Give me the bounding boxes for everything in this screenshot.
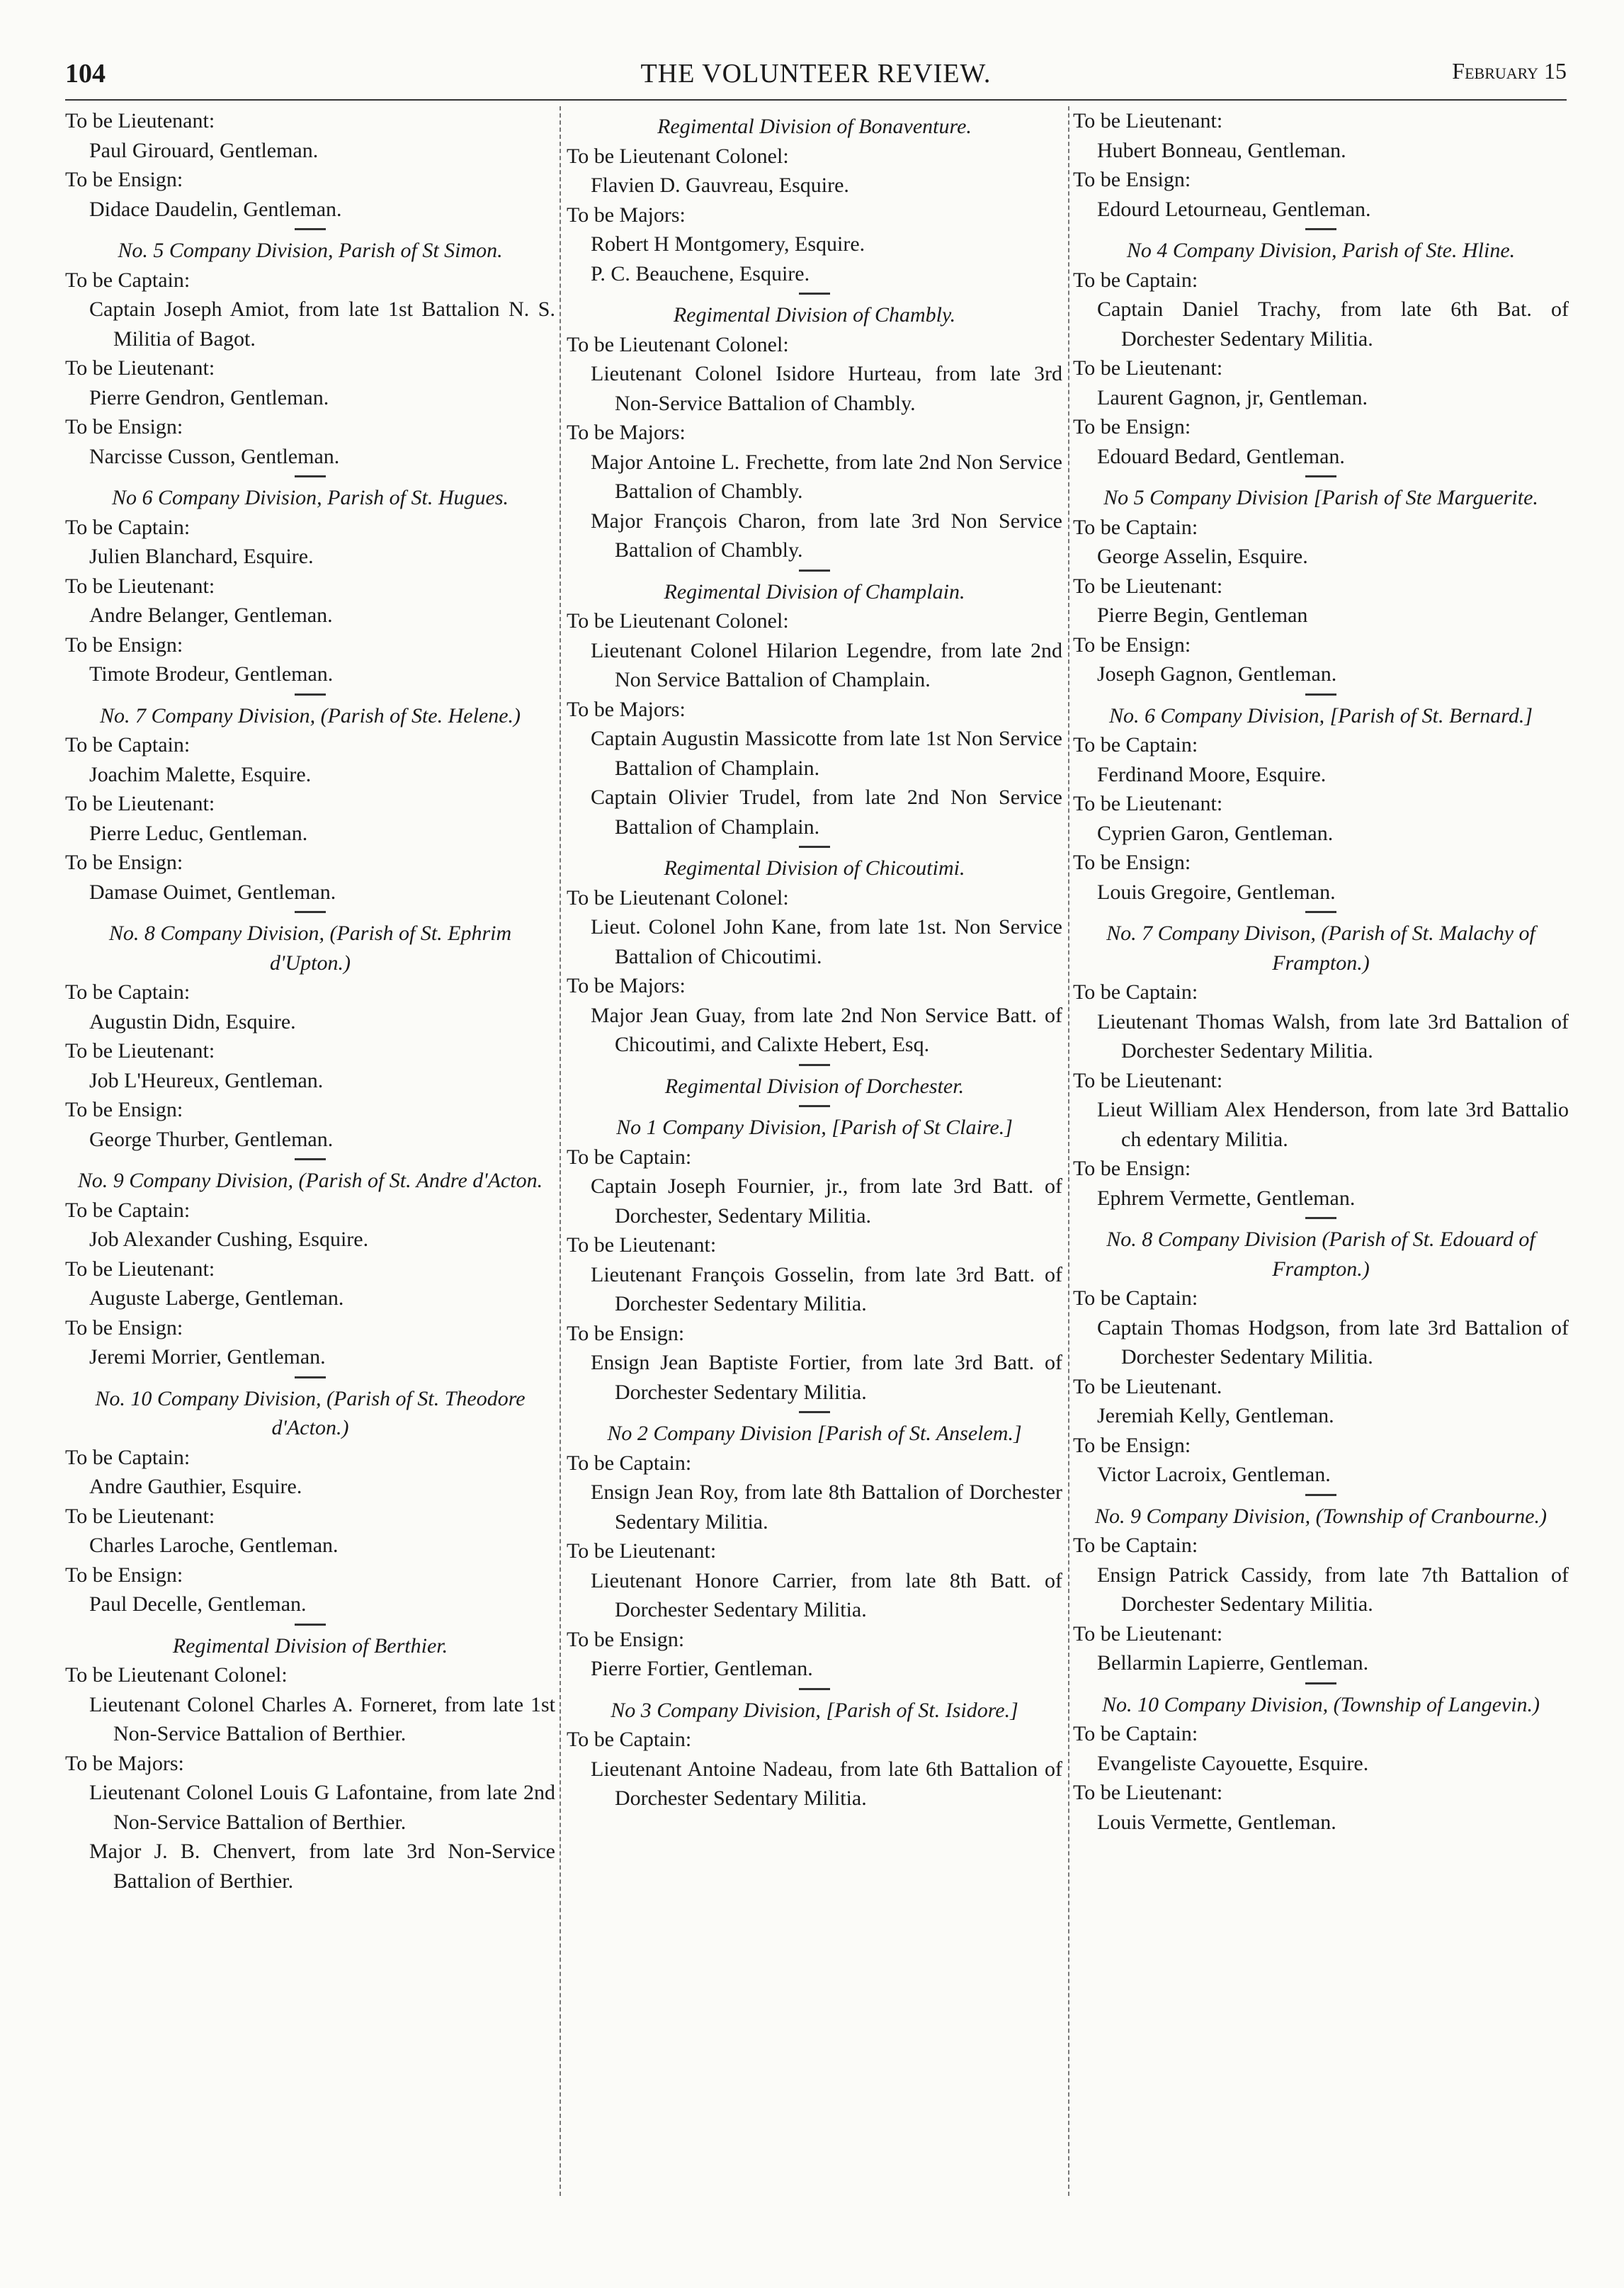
appointee-entry: Lieut William Alex Henderson, from late 3rd Battalio ch edentary Militia.: [1097, 1098, 1569, 1151]
section-separator: [295, 1376, 326, 1378]
appointee-entry: Damase Ouimet, Gentleman.: [89, 880, 336, 904]
division-heading: No 4 Company Division, Parish of Ste. Hline.: [1126, 239, 1516, 262]
appointee-entry: Augustin Didn, Esquire.: [89, 1009, 296, 1033]
division-heading: No. 10 Company Division, (Township of Langevin.): [1101, 1692, 1540, 1716]
appointment-label: To be Captain:: [65, 980, 191, 1004]
section-separator: [1305, 228, 1336, 230]
appointee-entry: Charles Laroche, Gentleman.: [89, 1534, 339, 1557]
appointee-entry: Lieutenant Colonel Hilarion Legendre, from late 2nd Non Service Battalion of Champlain.: [591, 638, 1062, 691]
appointee-entry: Auguste Laberge, Gentleman.: [89, 1286, 344, 1310]
appointee-entry: Joachim Malette, Esquire.: [89, 762, 312, 786]
appointee-entry: Pierre Begin, Gentleman: [1097, 604, 1308, 627]
appointment-label: To be Majors:: [567, 697, 686, 721]
appointment-label: To be Lieutenant:: [65, 356, 215, 380]
appointee-entry: Major J. B. Chenvert, from late 3rd Non-Service Battalion of Berthier.: [89, 1840, 555, 1893]
appointee-entry: Narcisse Cusson, Gentleman.: [89, 444, 340, 468]
appointment-label: To be Captain:: [1073, 515, 1198, 539]
section-separator: [295, 1624, 326, 1626]
appointee-entry: George Thurber, Gentleman.: [89, 1127, 334, 1151]
appointee-entry: Lieutenant Thomas Walsh, from late 3rd Battalion of Dorchester Sedentary Militia.: [1097, 1009, 1569, 1063]
appointment-label: To be Captain:: [65, 268, 191, 292]
appointment-label: To be Lieutenant:: [65, 1039, 215, 1063]
appointee-entry: Job Alexander Cushing, Esquire.: [89, 1228, 369, 1251]
appointment-label: To be Captain:: [1073, 268, 1198, 292]
appointee-entry: Jeremiah Kelly, Gentleman.: [1097, 1404, 1334, 1427]
appointment-label: To be Ensign:: [1073, 633, 1191, 657]
appointee-entry: Evangeliste Cayouette, Esquire.: [1097, 1751, 1369, 1775]
division-heading: No. 8 Company Division (Parish of St. Edouard of Frampton.): [1106, 1228, 1535, 1281]
appointee-entry: Lieutenant Honore Carrier, from late 8th Batt. of Dorchester Sedentary Militia.: [591, 1568, 1062, 1621]
appointment-label: To be Ensign:: [1073, 1433, 1191, 1457]
division-heading: No. 7 Company Division, (Parish of Ste. Helene.): [99, 703, 521, 727]
appointee-entry: Pierre Leduc, Gentleman.: [89, 821, 308, 845]
appointee-entry: Didace Daudelin, Gentleman.: [89, 197, 342, 221]
section-separator: [1305, 475, 1336, 477]
appointee-entry: Ferdinand Moore, Esquire.: [1097, 762, 1327, 786]
appointee-entry: P. C. Beauchene, Esquire.: [591, 261, 810, 285]
appointment-label: To be Captain:: [1073, 1286, 1198, 1310]
division-heading: No. 10 Company Division, (Parish of St. Theodore d'Acton.): [95, 1386, 526, 1439]
appointee-entry: Julien Blanchard, Esquire.: [89, 545, 314, 568]
appointment-label: To be Lieutenant:: [65, 792, 215, 815]
section-separator: [1305, 1494, 1336, 1496]
appointment-label: To be Lieutenant:: [1073, 574, 1223, 598]
appointee-entry: Edourd Letourneau, Gentleman.: [1097, 197, 1371, 221]
section-separator: [799, 1105, 830, 1107]
appointee-entry: Paul Decelle, Gentleman.: [89, 1592, 307, 1616]
appointment-label: To be Lieutenant:: [1073, 356, 1223, 380]
appointee-entry: Captain Augustin Massicotte from late 1st Non Service Battalion of Champlain.: [591, 727, 1062, 780]
appointee-entry: Lieutenant Colonel Charles A. Forneret, from late 1st Non-Service Battalion of Berthier.: [89, 1692, 555, 1745]
division-heading: No 5 Company Division [Parish of Ste Marguerite.: [1103, 486, 1538, 509]
appointment-label: To be Captain:: [567, 1728, 692, 1751]
appointment-label: To be Captain:: [1073, 733, 1198, 757]
column-1: [65, 106, 555, 1896]
division-heading: No. 7 Company Divison, (Parish of St. Malachy of Frampton.): [1106, 922, 1535, 975]
appointment-label: To be Captain:: [65, 1445, 191, 1469]
appointee-entry: Ensign Patrick Cassidy, from late 7th Battalion of Dorchester Sedentary Militia.: [1097, 1563, 1569, 1616]
appointee-entry: George Asselin, Esquire.: [1097, 545, 1308, 568]
appointment-label: To be Lieutenant:: [65, 109, 215, 132]
division-heading: No. 5 Company Division, Parish of St Simon.: [118, 239, 503, 262]
appointment-label: To be Majors:: [567, 203, 686, 227]
division-heading: No. 8 Company Division, (Parish of St. Ephrim d'Upton.): [108, 922, 512, 975]
appointment-label: To be Lieutenant:: [1073, 1781, 1223, 1804]
appointment-label: To be Lieutenant:: [1073, 1068, 1223, 1092]
appointment-label: To be Ensign:: [65, 851, 183, 874]
division-heading: Regimental Division of Champlain.: [664, 579, 965, 604]
appointee-entry: Flavien D. Gauvreau, Esquire.: [591, 174, 849, 197]
appointment-label: To be Ensign:: [1073, 168, 1191, 191]
appointment-label: To be Ensign:: [65, 1098, 183, 1121]
division-heading: No. 9 Company Division, (Parish of St. Andre d'Acton.: [77, 1169, 543, 1192]
page-header: [65, 58, 1567, 101]
section-separator: [799, 1411, 830, 1413]
division-heading: Regimental Division of Dorchester.: [664, 1074, 965, 1098]
appointee-entry: Andre Gauthier, Esquire.: [89, 1475, 302, 1498]
appointment-label: To be Lieutenant:: [567, 1539, 717, 1563]
division-heading: Regimental Division of Berthier.: [172, 1633, 448, 1658]
appointment-label: To be Lieutenant Colonel:: [65, 1663, 288, 1687]
section-separator: [799, 1064, 830, 1066]
division-heading: No 3 Company Division, [Parish of St. Isidore.]: [611, 1698, 1018, 1722]
appointee-entry: Ensign Jean Baptiste Fortier, from late 3rd Batt. of Dorchester Sedentary Militia.: [591, 1351, 1062, 1404]
appointment-label: To be Lieutenant:: [567, 1233, 717, 1257]
division-heading: No 1 Company Division, [Parish of St Claire.]: [616, 1116, 1013, 1139]
appointee-entry: Robert H Montgomery, Esquire.: [591, 232, 865, 256]
appointee-entry: Pierre Gendron, Gentleman.: [89, 385, 329, 409]
appointment-label: To be Captain:: [65, 733, 191, 757]
section-separator: [1305, 1217, 1336, 1219]
division-heading: Regimental Division of Bonaventure.: [657, 115, 972, 138]
appointment-label: To be Ensign:: [1073, 1157, 1191, 1180]
division-heading: Regimental Division of Chicoutimi.: [664, 856, 965, 880]
appointment-label: To be Captain:: [65, 1198, 191, 1222]
appointee-entry: Timote Brodeur, Gentleman.: [89, 662, 334, 686]
appointment-label: To be Majors:: [567, 421, 686, 444]
appointee-entry: Captain Joseph Amiot, from late 1st Battalion N. S. Militia of Bagot.: [89, 298, 555, 351]
section-separator: [295, 693, 326, 696]
section-separator: [799, 293, 830, 295]
appointee-entry: Paul Girouard, Gentleman.: [89, 138, 319, 162]
column-divider: [1068, 106, 1069, 2196]
appointment-label: To be Ensign:: [567, 1627, 685, 1651]
section-separator: [799, 846, 830, 848]
appointment-label: To be Lieutenant Colonel:: [567, 609, 789, 633]
issue-date: February 15: [1452, 58, 1567, 84]
appointee-entry: Major Jean Guay, from late 2nd Non Service Batt. of Chicoutimi, and Calixte Hebert, Esq.: [591, 1003, 1062, 1056]
appointment-label: To be Lieutenant:: [1073, 109, 1223, 132]
publication-title: THE VOLUNTEER REVIEW.: [640, 59, 992, 89]
appointment-label: To be Captain:: [1073, 1534, 1198, 1557]
appointment-label: To be Captain:: [65, 515, 191, 539]
appointment-label: To be Majors:: [65, 1751, 184, 1775]
appointee-entry: Lieutenant Colonel Isidore Hurteau, from late 3rd Non-Service Battalion of Chambly.: [591, 362, 1062, 415]
appointment-label: To be Ensign:: [65, 1563, 183, 1587]
division-heading: No. 9 Company Division, (Township of Cranbourne.): [1094, 1504, 1548, 1528]
section-separator: [1305, 693, 1336, 696]
appointment-label: To be Majors:: [567, 974, 686, 997]
section-separator: [295, 1158, 326, 1160]
division-heading: No 2 Company Division [Parish of St. Anselem.]: [607, 1422, 1022, 1445]
appointment-label: To be Ensign:: [65, 633, 183, 657]
appointment-label: To be Lieutenant:: [65, 574, 215, 598]
appointment-label: To be Lieutenant Colonel:: [567, 144, 789, 168]
section-separator: [1305, 1682, 1336, 1684]
division-heading: No 6 Company Division, Parish of St. Hugues.: [112, 486, 509, 509]
column-3: [1073, 106, 1569, 1837]
appointee-entry: Job L'Heureux, Gentleman.: [89, 1068, 324, 1092]
appointee-entry: Major Antoine L. Frechette, from late 2nd Non Service Battalion of Chambly.: [591, 450, 1062, 503]
appointment-label: To be Ensign:: [65, 1315, 183, 1340]
appointment-label: To be Ensign:: [1073, 851, 1191, 874]
appointment-label: To be Lieutenant Colonel:: [567, 885, 789, 910]
appointee-entry: Louis Vermette, Gentleman.: [1097, 1810, 1336, 1834]
appointee-entry: Laurent Gagnon, jr, Gentleman.: [1097, 385, 1368, 409]
appointee-entry: Victor Lacroix, Gentleman.: [1097, 1463, 1331, 1486]
section-separator: [295, 228, 326, 230]
appointment-label: To be Captain:: [1073, 980, 1198, 1004]
section-separator: [1305, 911, 1336, 913]
division-heading: No. 6 Company Division, [Parish of St. Bernard.]: [1108, 703, 1533, 727]
appointment-label: To be Ensign:: [65, 415, 183, 438]
appointee-entry: Cyprien Garon, Gentleman.: [1097, 821, 1334, 845]
appointment-label: To be Lieutenant Colonel:: [567, 332, 789, 356]
column-divider: [560, 106, 561, 2196]
appointment-label: To be Ensign:: [65, 168, 183, 191]
appointee-entry: Pierre Fortier, Gentleman.: [591, 1657, 813, 1680]
section-separator: [799, 570, 830, 572]
appointee-entry: Andre Belanger, Gentleman.: [89, 604, 333, 627]
section-separator: [295, 911, 326, 913]
appointee-entry: Major François Charon, from late 3rd Non Service Battalion of Chambly.: [591, 509, 1062, 562]
appointment-label: To be Captain:: [567, 1451, 692, 1475]
appointment-label: To be Lieutenant:: [1073, 792, 1223, 815]
section-separator: [799, 1688, 830, 1690]
appointment-label: To be Ensign:: [1073, 415, 1191, 438]
appointee-entry: Captain Daniel Trachy, from late 6th Bat. of Dorchester Sedentary Militia.: [1097, 298, 1569, 351]
section-separator: [295, 475, 326, 477]
appointee-entry: Ensign Jean Roy, from late 8th Battalion of Dorchester Sedentary Militia.: [591, 1480, 1062, 1534]
appointment-label: To be Captain:: [1073, 1722, 1198, 1745]
appointment-label: To be Captain:: [567, 1145, 692, 1169]
appointee-entry: Lieutenant François Gosselin, from late 3rd Batt. of Dorchester Sedentary Militia.: [591, 1262, 1062, 1315]
appointee-entry: Jeremi Morrier, Gentleman.: [89, 1345, 326, 1369]
appointee-entry: Louis Gregoire, Gentleman.: [1097, 880, 1336, 904]
appointee-entry: Hubert Bonneau, Gentleman.: [1097, 138, 1346, 162]
page-number: 104: [65, 59, 106, 89]
appointee-entry: Captain Olivier Trudel, from late 2nd Non Service Battalion of Champlain.: [591, 786, 1062, 839]
appointee-entry: Captain Joseph Fournier, jr., from late 3rd Batt. of Dorchester, Sedentary Militia.: [591, 1174, 1062, 1228]
appointee-entry: Lieut. Colonel John Kane, from late 1st. Non Service Battalion of Chicoutimi.: [591, 915, 1062, 968]
appointee-entry: Bellarmin Lapierre, Gentleman.: [1097, 1651, 1369, 1675]
header-rule: [65, 99, 1567, 101]
appointee-entry: Lieutenant Colonel Louis G Lafontaine, from late 2nd Non-Service Battalion of Berthier.: [89, 1781, 555, 1834]
appointment-label: To be Lieutenant:: [65, 1504, 215, 1528]
appointee-entry: Joseph Gagnon, Gentleman.: [1097, 662, 1337, 686]
division-heading: Regimental Division of Chambly.: [673, 303, 956, 327]
appointment-label: To be Lieutenant:: [1073, 1621, 1223, 1646]
appointee-entry: Ephrem Vermette, Gentleman.: [1097, 1186, 1356, 1210]
column-2: [567, 106, 1062, 1813]
appointment-label: To be Ensign:: [567, 1321, 685, 1345]
appointee-entry: Captain Thomas Hodgson, from late 3rd Battalion of Dorchester Sedentary Militia.: [1097, 1315, 1569, 1369]
appointee-entry: Lieutenant Antoine Nadeau, from late 6th Battalion of Dorchester Sedentary Militia.: [591, 1757, 1062, 1810]
appointment-label: To be Lieutenant:: [65, 1257, 215, 1281]
appointee-entry: Edouard Bedard, Gentleman.: [1097, 444, 1345, 468]
appointment-label: To be Lieutenant.: [1073, 1374, 1222, 1398]
